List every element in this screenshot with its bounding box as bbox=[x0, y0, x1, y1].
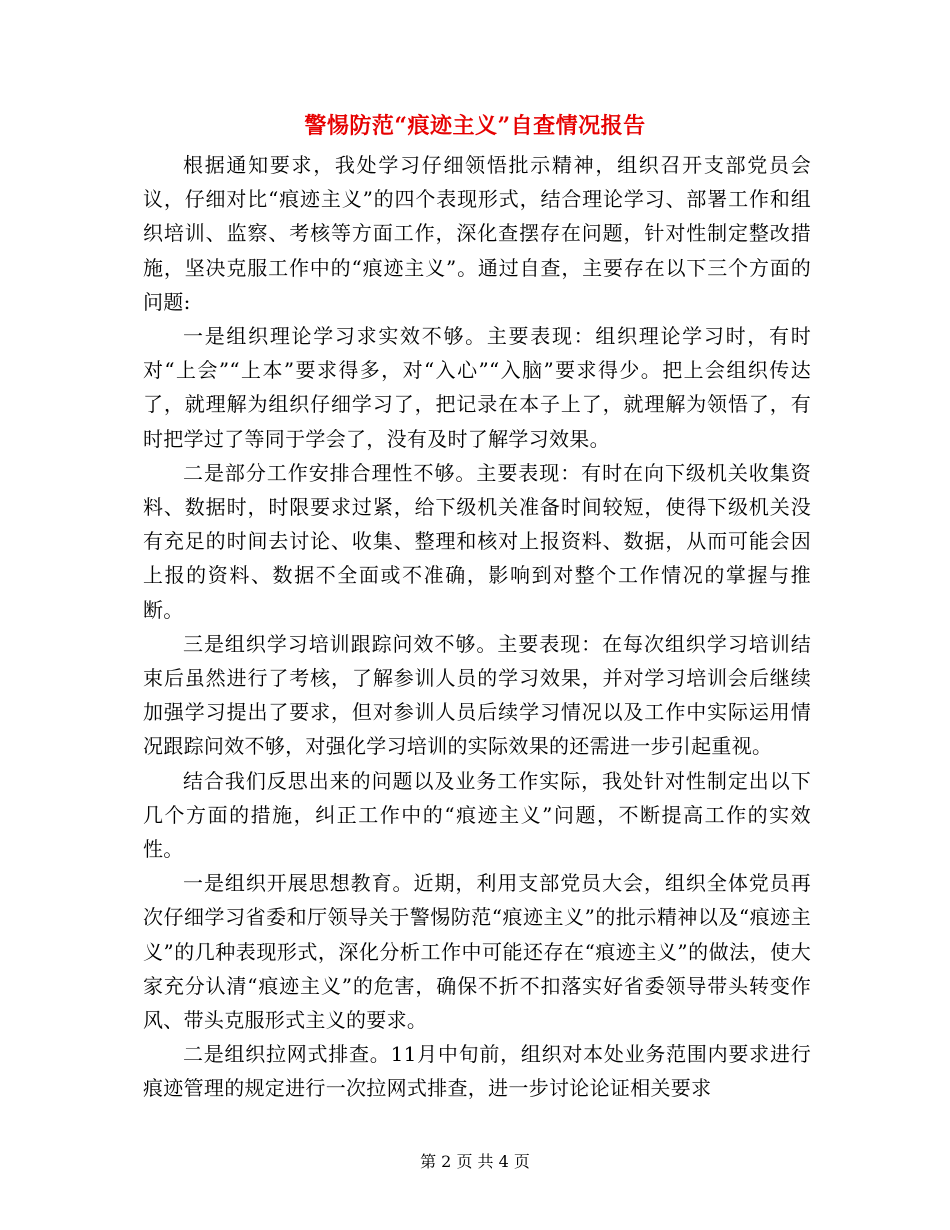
document-title: 警惕防范“痕迹主义”自查情况报告 bbox=[304, 113, 646, 139]
paragraph-problem-1: 一是组织理论学习求实效不够。主要表现：组织理论学习时，有时对“上会”“上本”要求得多，对“入心”“入脑”要求得少。把上会组织传达了，就理解为组织仔细学习了，把记录在本子上了，就理解为领悟了，有时把学过了等同于学会了，没有及时了解学习效果。 bbox=[143, 324, 811, 451]
paragraph-measure-1: 一是组织开展思想教育。近期，利用支部党员大会，组织全体党员再次仔细学习省委和厅领导关于警惕防范“痕迹主义”的批示精神以及“痕迹主义”的几种表现形式，深化分析工作中可能还存在“痕迹主义”的做法，使大家充分认清“痕迹主义”的危害，确保不折不扣落实好省委领导带头转变作风、带头克服形式主义的要求。 bbox=[143, 871, 811, 1033]
paragraph-intro: 根据通知要求，我处学习仔细领悟批示精神，组织召开支部党员会议，仔细对比“痕迹主义”的四个表现形式，结合理论学习、部署工作和组织培训、监察、考核等方面工作，深化查摆存在问题，针对性制定整改措施，坚决克服工作中的“痕迹主义”。通过自查，主要存在以下三个方面的问题: bbox=[143, 153, 811, 314]
page-footer: 第 2 页 共 4 页 bbox=[420, 1152, 530, 1171]
paragraph-measure-2: 二是组织拉网式排查。11月中旬前，组织对本处业务范围内要求进行痕迹管理的规定进行一次拉网式排查，进一步讨论论证相关要求 bbox=[143, 1042, 811, 1101]
paragraph-problem-2: 二是部分工作安排合理性不够。主要表现：有时在向下级机关收集资料、数据时，时限要求过紧，给下级机关准备时间较短，使得下级机关没有充足的时间去讨论、收集、整理和核对上报资料、数据，从而可能会因上报的资料、数据不全面或不准确，影响到对整个工作情况的掌握与推断。 bbox=[143, 460, 811, 622]
paragraph-problem-3: 三是组织学习培训跟踪问效不够。主要表现：在每次组织学习培训结束后虽然进行了考核，了解参训人员的学习效果，并对学习培训会后继续加强学习提出了要求，但对参训人员后续学习情况以及工作中实际运用情况跟踪问效不够，对强化学习培训的实际效果的还需进一步引起重视。 bbox=[143, 631, 811, 759]
paragraph-measures-intro: 结合我们反思出来的问题以及业务工作实际，我处针对性制定出以下几个方面的措施，纠正工作中的“痕迹主义”问题，不断提高工作的实效性。 bbox=[143, 768, 811, 862]
document-body bbox=[143, 148, 811, 1106]
